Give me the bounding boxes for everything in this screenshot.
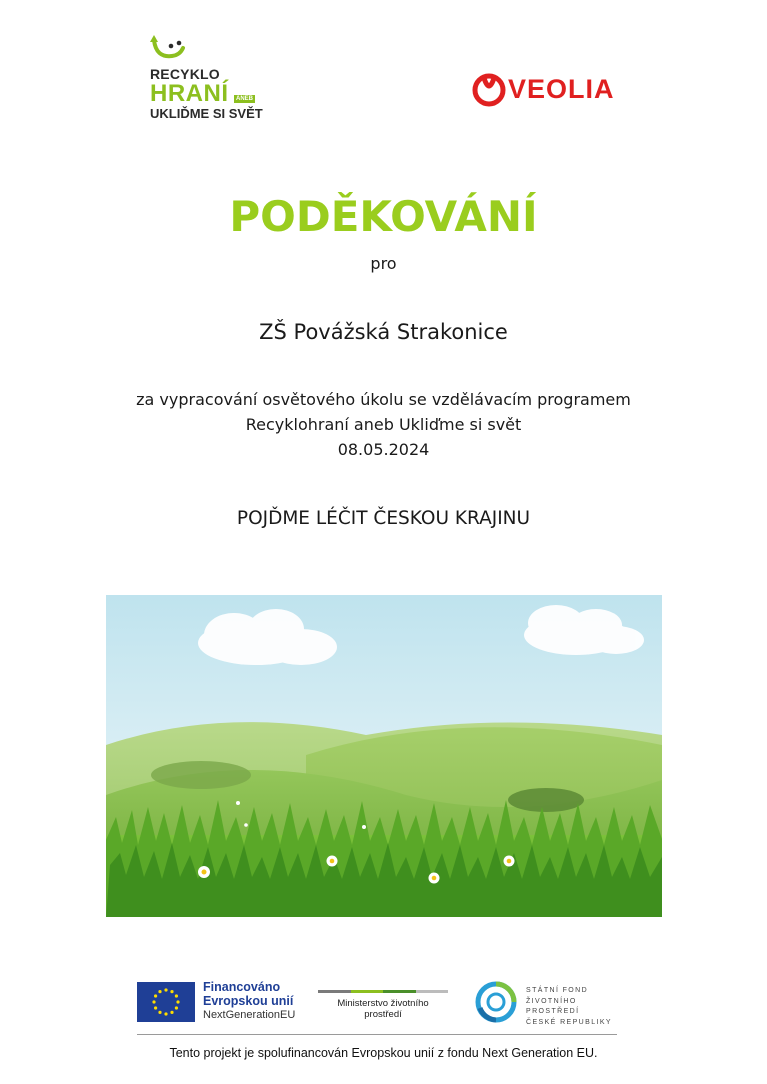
- eu-flag-icon: [137, 982, 195, 1022]
- footer-note: Tento projekt je spolufinancován Evropskou unií z fondu Next Generation EU.: [169, 1046, 598, 1060]
- sfzp-line-3: ČESKÉ REPUBLIKY: [526, 1018, 612, 1026]
- ministry-text: Ministerstvo životního prostředí: [337, 998, 429, 1020]
- for-label: pro: [370, 254, 397, 273]
- veolia-mark-icon: [472, 72, 506, 108]
- description-line-2: Recyklohraní aneb Ukliďme si svět: [245, 415, 522, 434]
- recipient-name: ZŠ Povážská Strakonice: [259, 320, 508, 344]
- sfzp-swirl-icon: [474, 980, 518, 1024]
- ministry-color-bars: [318, 990, 448, 993]
- footer-divider: [137, 1034, 617, 1035]
- veolia-logo: [470, 70, 630, 112]
- hrani-text: HRANÍ: [150, 80, 229, 107]
- certificate-title: PODĚKOVÁNÍ: [229, 192, 538, 241]
- veolia-wordmark: VEOLIA: [508, 74, 615, 104]
- eu-line-2: Evropskou unií: [203, 994, 294, 1008]
- project-name: POJĎME LÉČIT ČESKOU KRAJINU: [236, 508, 531, 529]
- sfzp-logo: [474, 980, 624, 1026]
- description-line-1: za vypracování osvětového úkolu se vzdělávacím programem: [136, 390, 631, 409]
- certificate-date: 08.05.2024: [337, 440, 430, 459]
- recyklo-text: RECYKLO: [150, 66, 220, 82]
- aneb-badge: ANEB: [236, 96, 254, 102]
- recycle-arrow-icon: [150, 34, 186, 62]
- eu-funding-logo: [137, 982, 327, 1026]
- ministry-logo: [318, 990, 448, 1020]
- eu-line-1: Financováno: [203, 980, 281, 994]
- meadow-landscape-illustration: [106, 595, 662, 917]
- eu-line-3: NextGenerationEU: [203, 1009, 296, 1021]
- uklidme-text: UKLIĎME SI SVĚT: [150, 106, 263, 121]
- sfzp-line-1: STÁTNÍ FOND: [526, 987, 589, 994]
- sfzp-line-2: ŽIVOTNÍHO PROSTŘEDÍ: [526, 997, 580, 1015]
- recyklohrani-logo: [146, 34, 276, 124]
